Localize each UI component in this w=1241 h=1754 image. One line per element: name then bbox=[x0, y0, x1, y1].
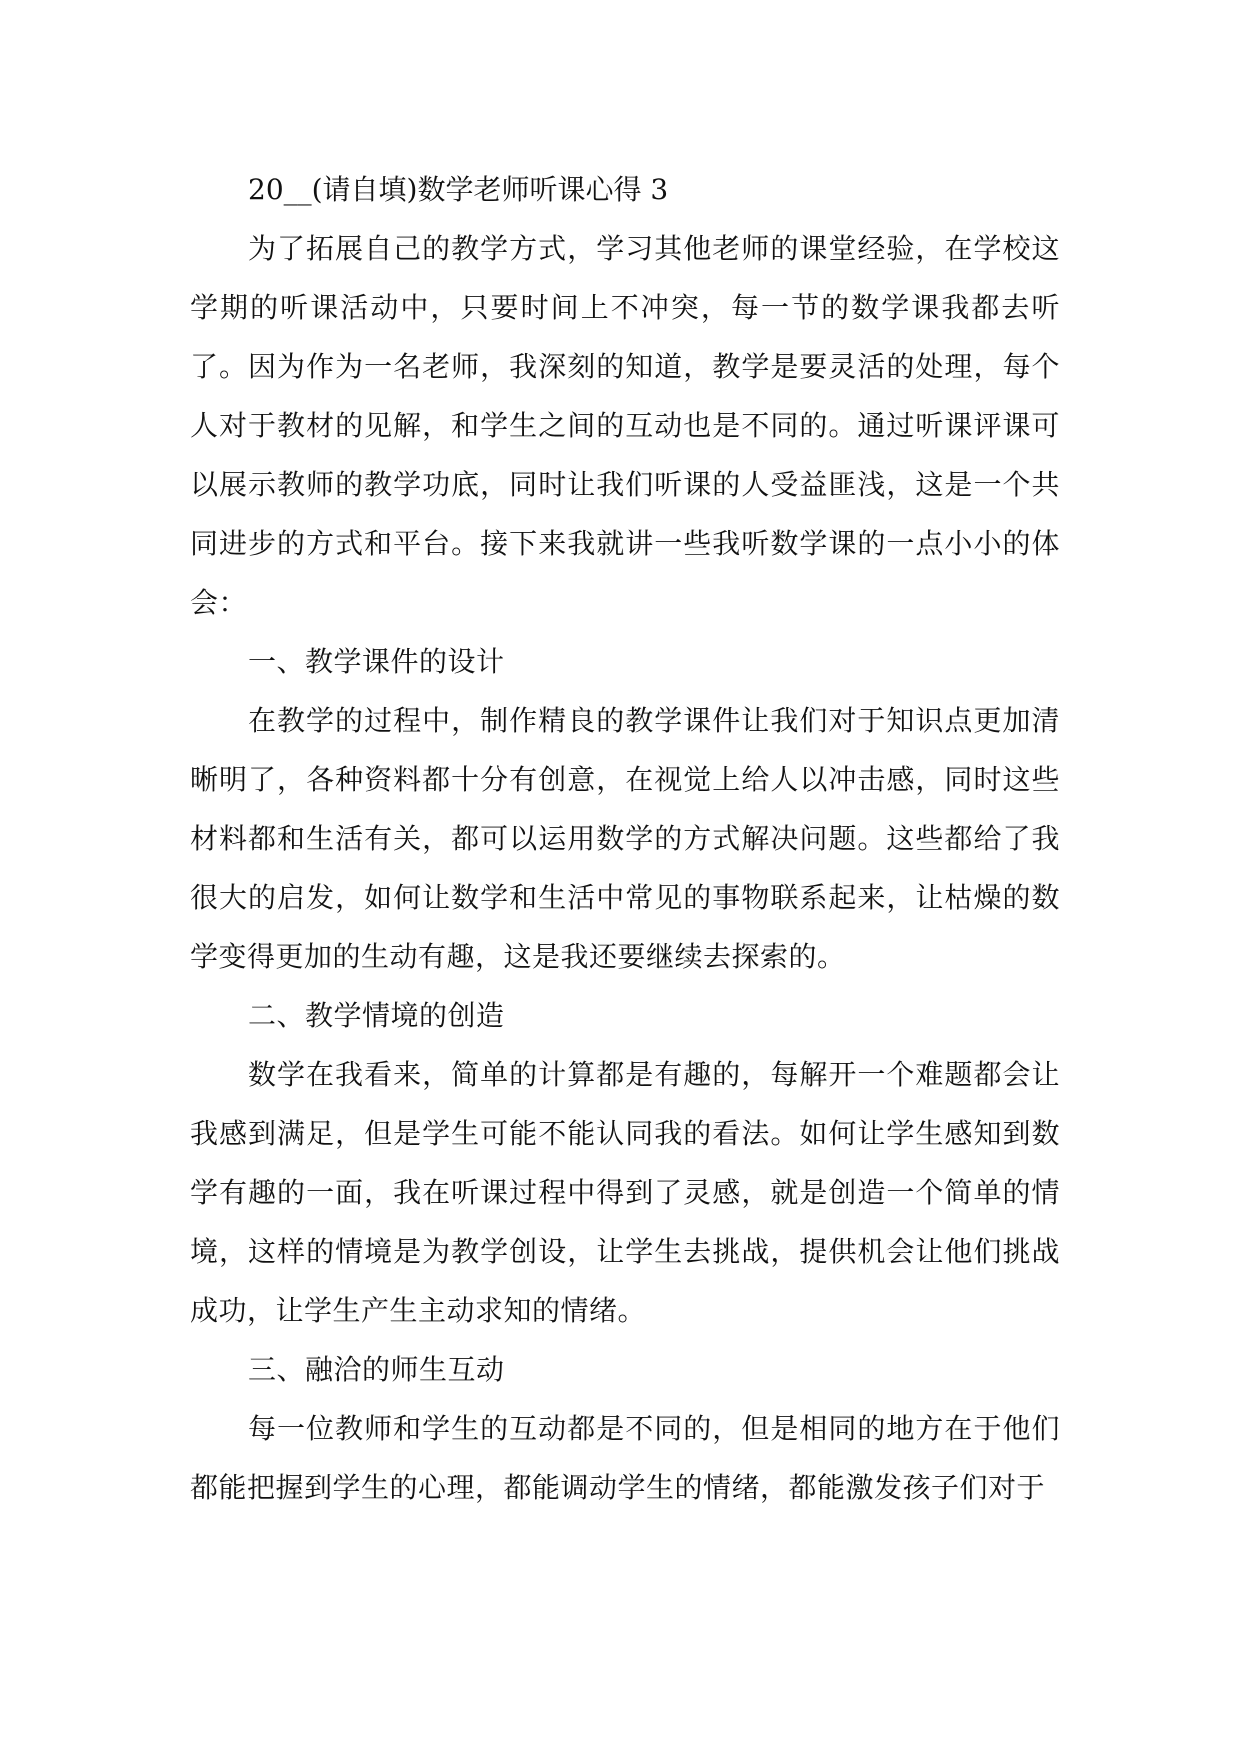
courseware-paragraph: 在教学的过程中，制作精良的教学课件让我们对于知识点更加清晰明了，各种资料都十分有创意，在视觉上给人以冲击感，同时这些材料都和生活有关，都可以运用数学的方式解决问题。这些都给了我很大的启发，如何让数学和生活中常见的事物联系起来，让枯燥的数学变得更加的生动有趣，这是我还要继续去探索的。 bbox=[190, 704, 1060, 973]
interaction-paragraph: 每一位教师和学生的互动都是不同的，但是相同的地方在于他们都能把握到学生的心理，都能调动学生的情绪，都能激发孩子们对于 bbox=[190, 1412, 1060, 1504]
document-title: 20__(请自填)数学老师听课心得 3 bbox=[248, 173, 669, 206]
situation-paragraph: 数学在我看来，简单的计算都是有趣的，每解开一个难题都会让我感到满足，但是学生可能不能认同我的看法。如何让学生感知到数学有趣的一面，我在听课过程中得到了灵感，就是创造一个简单的情境，这样的情境是为教学创设，让学生去挑战，提供机会让他们挑战成功，让学生产生主动求知的情绪。 bbox=[190, 1058, 1060, 1327]
section-heading-interaction: 三、融洽的师生互动 bbox=[248, 1353, 505, 1386]
intro-paragraph: 为了拓展自己的教学方式，学习其他老师的课堂经验，在学校这学期的听课活动中，只要时间上不冲突，每一节的数学课我都去听了。因为作为一名老师，我深刻的知道，教学是要灵活的处理，每个人对于教材的见解，和学生之间的互动也是不同的。通过听课评课可以展示教师的教学功底，同时让我们听课的人受益匪浅，这是一个共同进步的方式和平台。接下来我就讲一些我听数学课的一点小小的体会： bbox=[190, 232, 1060, 619]
document-body bbox=[190, 160, 1060, 1517]
section-heading-situation: 二、教学情境的创造 bbox=[248, 999, 505, 1032]
section-heading-courseware: 一、教学课件的设计 bbox=[248, 645, 505, 678]
